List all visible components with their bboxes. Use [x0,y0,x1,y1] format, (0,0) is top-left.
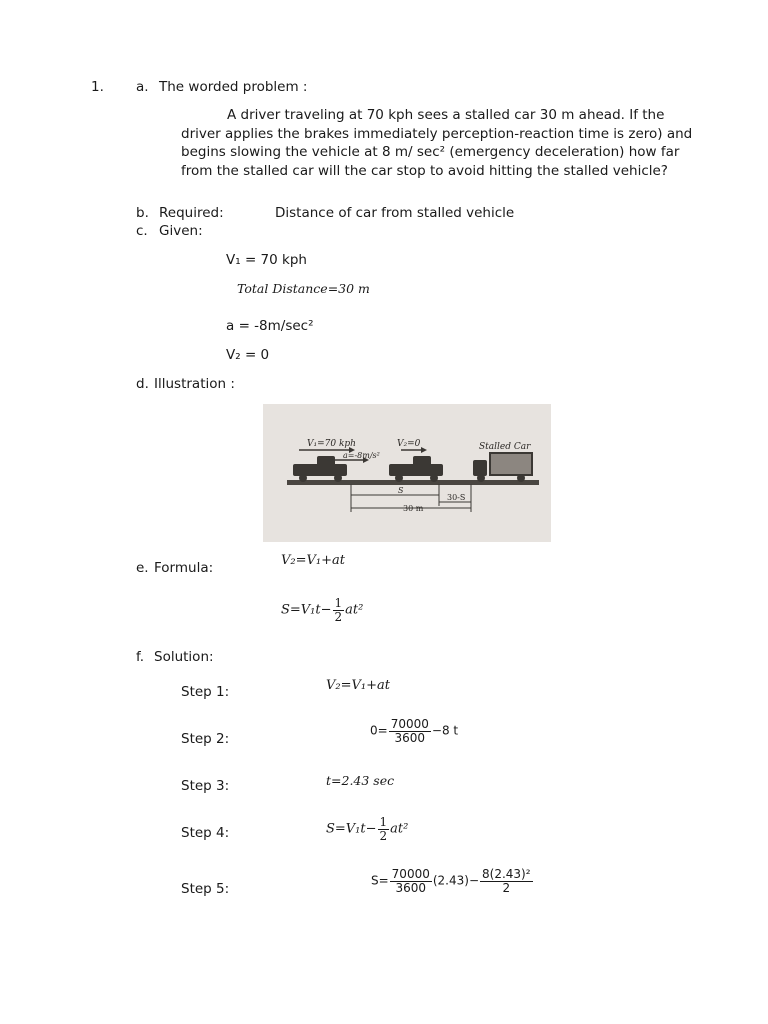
section-a-title: The worded problem : [159,79,308,95]
v2-arrowhead [421,447,427,453]
formula-distance-num: 1 [334,596,343,610]
fig-accel-label: a=-8m/s² [343,451,380,460]
step-5-den: 3600 [395,880,427,895]
section-c-title: Given: [159,223,203,239]
given-acceleration: a = -8m/sec² [226,318,314,334]
step-5-num2: 8(2.43)² [482,867,531,881]
step-5-num: 70000 [391,867,430,881]
fig-v1-label: V₁=70 kph [307,439,356,449]
fig-s-label: S [398,486,404,495]
given-v2: V₂ = 0 [226,347,270,363]
fig-gap-label: 30-S [447,493,466,502]
item-number: 1. [91,79,104,95]
section-b-label: b. [136,205,149,221]
fig-v2-label: V₂=0 [397,439,421,449]
step-4-label: Step 4: [181,825,230,841]
stalled-truck [473,452,533,482]
section-e-title: Formula: [154,560,214,576]
step-1-expr: V₂=V₁+at [326,678,390,693]
step-5-label: Step 5: [181,881,230,897]
step-4-post: at² [390,821,409,837]
stopped-car [389,456,443,482]
required-value: Distance of car from stalled vehicle [275,205,515,221]
given-total-distance: Total Distance=30 m [237,281,370,296]
step-5-den2: 2 [502,880,511,895]
step-5-mid: (2.43)− [432,873,479,888]
problem-text-body: A driver traveling at 70 kph sees a stalled car 30 m ahead. If the driver applies the brakes immediately perception-reaction time is zero) and begins slowing the vehicle at 8 m/ sec² (emergency deceleration) how far from the stalled car will the car stop to avoid hitting the stalled vehicle? [181,107,693,179]
formula-distance [281,597,363,623]
formula-velocity: V₂=V₁+at [281,553,345,568]
illustration-svg [263,404,551,542]
illustration-figure [263,404,551,542]
step-2-pre: 0= [370,723,388,738]
road [287,480,539,485]
step-5-pre: S= [371,873,389,888]
section-d-title: Illustration : [154,376,235,392]
fig-stalled-label: Stalled Car [479,442,531,452]
step-2-expr [370,718,458,744]
step-1-label: Step 1: [181,684,230,700]
step-3-label: Step 3: [181,778,230,794]
given-v1: V₁ = 70 kph [226,252,307,268]
section-f-label: f. [136,649,145,665]
section-a-label: a. [136,79,149,95]
formula-distance-pre: S=V₁t− [281,602,332,618]
section-b-title: Required: [159,205,224,221]
step-2-num: 70000 [390,717,429,731]
step-4-pre: S=V₁t− [326,821,377,837]
problem-text [181,106,701,180]
step-4-num: 1 [379,815,388,829]
section-e-label: e. [136,560,149,576]
section-c-label: c. [136,223,148,239]
formula-distance-post: at² [345,602,364,618]
fig-total-label: 30 m [403,504,424,513]
step-2-den: 3600 [394,730,426,745]
step-2-post: −8 t [431,723,459,738]
step-3-expr: t=2.43 sec [326,773,395,788]
step-4-expr [326,816,408,842]
step-4-den: 2 [379,828,388,843]
section-d-label: d. [136,376,149,392]
step-5-expr [371,868,534,894]
formula-distance-den: 2 [334,609,343,624]
step-2-label: Step 2: [181,731,230,747]
section-f-title: Solution: [154,649,214,665]
